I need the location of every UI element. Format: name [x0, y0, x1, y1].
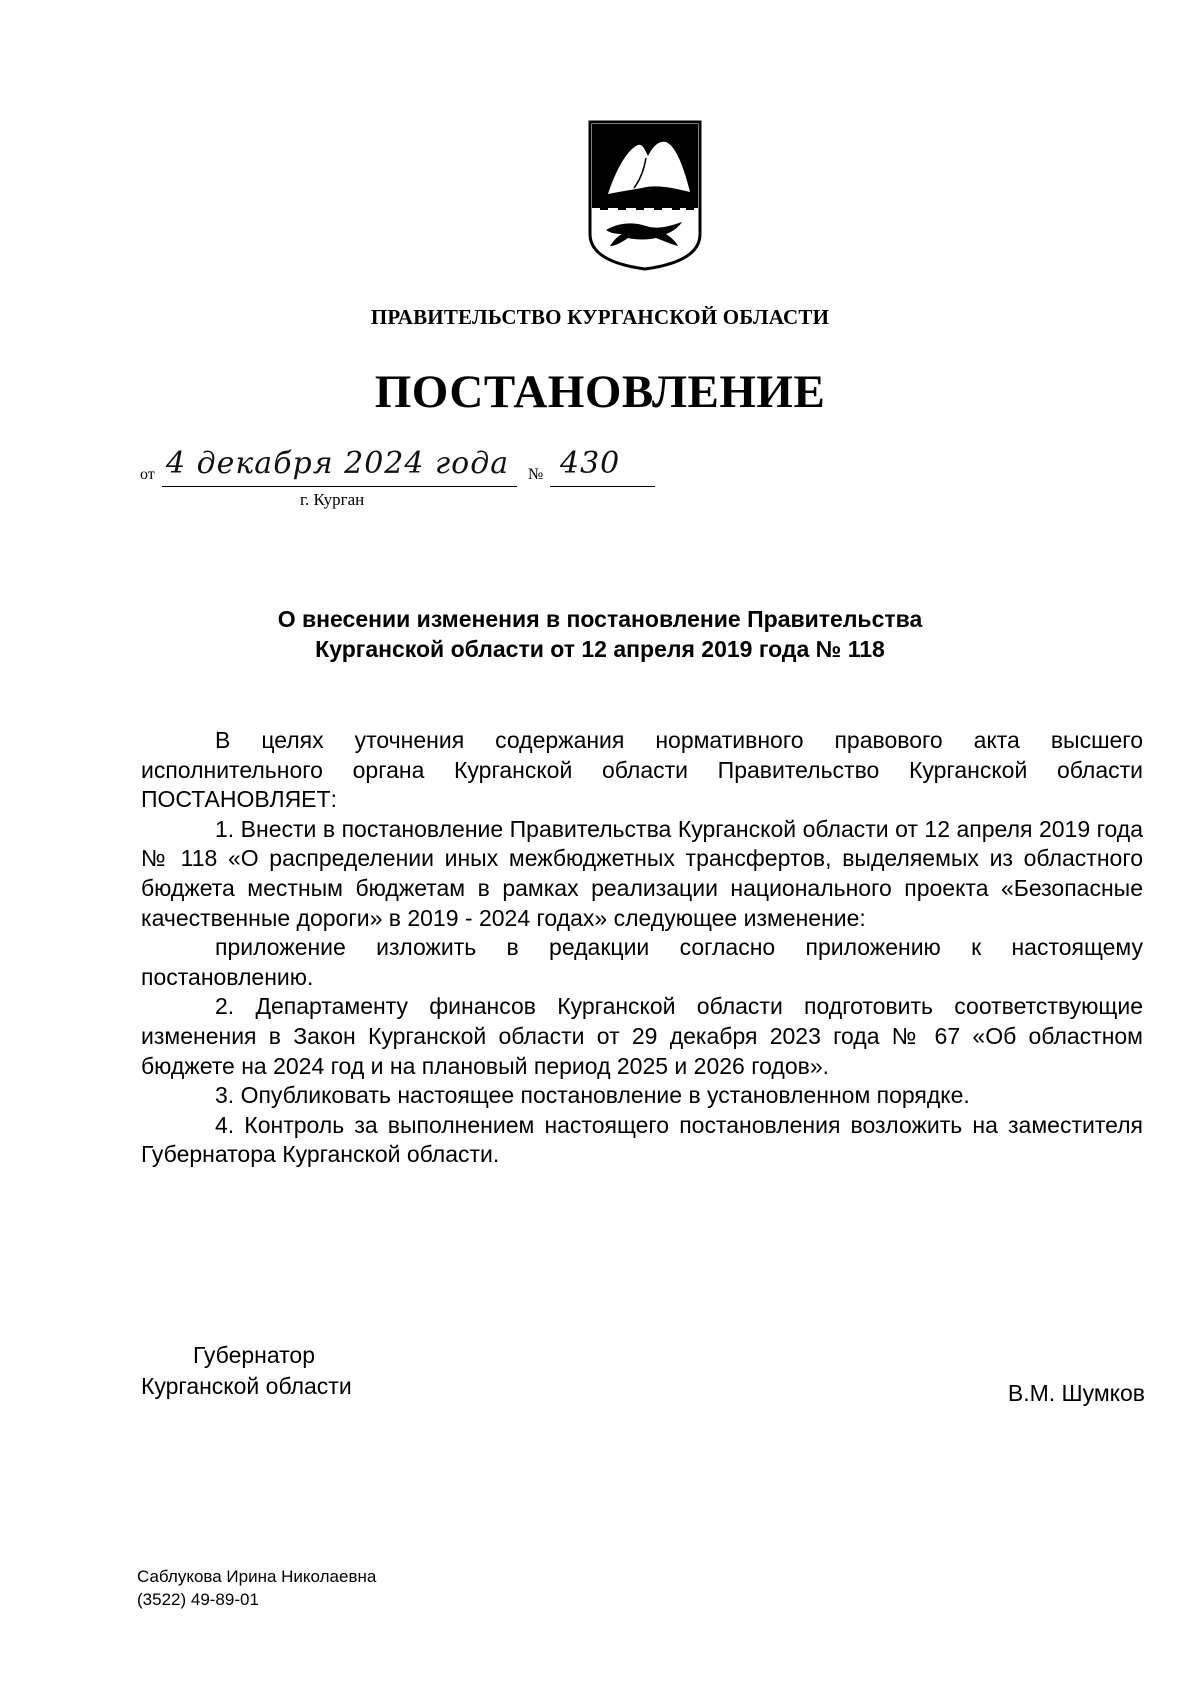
signatory-title-line-1: Губернатор	[193, 1342, 316, 1368]
issuing-authority: ПРАВИТЕЛЬСТВО КУРГАНСКОЙ ОБЛАСТИ	[370, 305, 830, 329]
body-paragraph-preamble: В целях уточнения содержания нормативного правового акта высшего исполнительного органа Курганской области Правительство Курганской области ПОСТАНОВЛЯЕТ:	[141, 727, 1143, 813]
document-subject	[140, 604, 1060, 664]
body-paragraph-1: 1. Внести в постановление Правительства Курганской области от 12 апреля 2019 года № 118 «О распределении иных межбюджетных трансфертов, выделяемых из областного бюджета местным бюджетам в рамках реализации национального проекта «Безопасные качественные дороги» в 2019 - 2024 годах» следующее изменение:	[141, 815, 1143, 931]
document-body	[141, 726, 1143, 1170]
date-underline	[162, 486, 517, 487]
handwritten-date: 4 декабря 2024 года	[166, 446, 510, 481]
coat-of-arms-icon	[586, 118, 704, 272]
subject-line-2: Курганской области от 12 апреля 2019 года № 118	[315, 636, 885, 662]
executor-phone: (3522) 49-89-01	[137, 1590, 259, 1609]
subject-line-1: О внесении изменения в постановление Правительства	[277, 606, 923, 632]
executor-contact	[137, 1565, 376, 1611]
number-label: №	[528, 466, 544, 483]
date-number-line	[140, 448, 680, 508]
executor-name: Саблукова Ирина Николаевна	[137, 1567, 377, 1586]
body-paragraph-2: 2. Департаменту финансов Курганской области подготовить соответствующие изменения в Закон Курганской области от 29 декабря 2023 года № 67 «Об областном бюджете на 2024 год и на плановый период 2025 и 2026 годов».	[141, 993, 1143, 1079]
handwritten-number: 430	[560, 446, 621, 481]
document-type-title: ПОСТАНОВЛЕНИЕ	[374, 366, 826, 418]
city-label: г. Курган	[300, 490, 365, 509]
body-paragraph-1-amendment: приложение изложить в редакции согласно приложению к настоящему постановлению.	[141, 934, 1143, 990]
date-prefix-label: от	[140, 466, 155, 483]
body-paragraph-4: 4. Контроль за выполнением настоящего постановления возложить на заместителя Губернатора Курганской области.	[141, 1111, 1143, 1168]
signatory-title-line-2: Курганской области	[141, 1373, 352, 1399]
signatory-name: В.М. Шумков	[1007, 1380, 1145, 1406]
number-underline	[550, 486, 655, 487]
body-paragraph-3: 3. Опубликовать настоящее постановление в установленном порядке.	[215, 1082, 970, 1109]
